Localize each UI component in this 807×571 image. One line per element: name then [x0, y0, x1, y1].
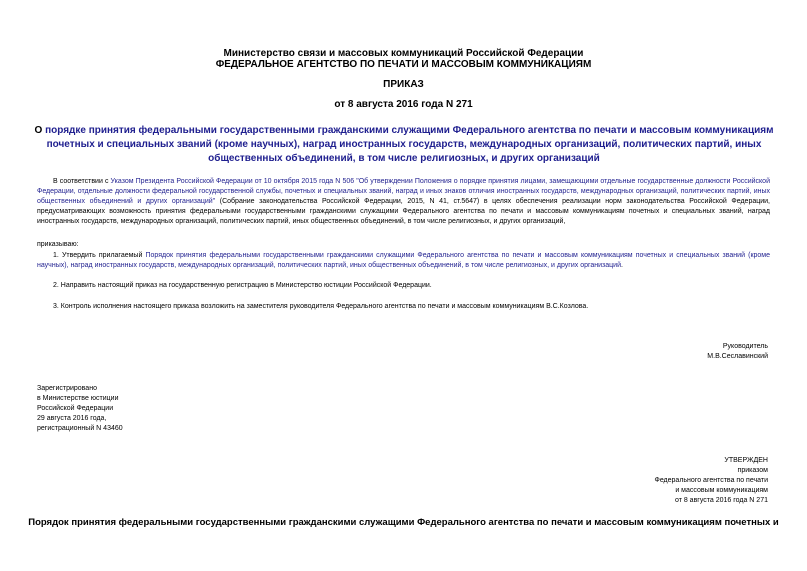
item-1-prefix: 1. Утвердить прилагаемый — [53, 252, 146, 259]
order-item-3: 3. Контроль исполнения настоящего приказа возложить на заместителя руководителя Федерального агентства по печати и массовым коммуникациям В.С.Козлова. — [53, 303, 589, 310]
procedure-link[interactable]: Порядок принятия федеральными государственными гражданскими служащими Федерального агентства по печати и массовым коммуникациям почетных и специальных званий (кроме научных), наград иностранных государств, международных организаций, политических партий, иных общественных объединений, в том числе религиозных, и других организаций — [37, 252, 770, 269]
registration-line-4: 29 августа 2016 года, — [37, 415, 107, 422]
registration-block — [37, 384, 237, 434]
order-item-2: 2. Направить настоящий приказ на государственную регистрацию в Министерство юстиции Российской Федерации. — [53, 282, 432, 289]
preamble-paragraph — [37, 177, 770, 227]
item-1-suffix: . — [621, 262, 623, 269]
registration-line-2: в Министерстве юстиции — [37, 395, 119, 402]
signature-role: Руководитель — [722, 343, 768, 350]
agency-name: ФЕДЕРАЛЬНОЕ АГЕНТСТВО ПО ПЕЧАТИ И МАССОВЫМ КОММУНИКАЦИЯМ — [215, 59, 592, 70]
approval-block — [570, 456, 768, 506]
approved-line-2: приказом — [737, 467, 768, 474]
approved-line-5: от 8 августа 2016 года N 271 — [674, 497, 768, 504]
approved-line-1: УТВЕРЖДЕН — [724, 457, 768, 464]
document-type: ПРИКАЗ — [383, 79, 424, 90]
ministry-name: Министерство связи и массовых коммуникаций Российской Федерации — [223, 48, 584, 59]
procedure-title: Порядок принятия федеральными государственными гражданскими служащими Федерального агентства по печати и массовым коммуникациям почетных и — [28, 517, 779, 528]
preamble-text-2: (Собрание законодательства Российской Федерации, 2015, N 41, ст.5647) в целях обеспечения реализации норм законодательства Российской Федерации, предусматривающих возможность принятия федеральными государственными гражданскими служащими Федерального агентства по печати и массовым коммуникациям почетных и специальных званий, наград иностранных государств, международных организаций, политических партий, иных общественных объединений, в том числе религиозных, и других организаций, — [37, 198, 771, 225]
registration-line-3: Российской Федерации — [37, 405, 114, 412]
approved-line-3: Федерального агентства по печати — [654, 477, 768, 484]
title-prefix: О — [34, 125, 46, 136]
title-link[interactable]: порядке принятия федеральными государственными гражданскими служащими Федерального агентства по печати и массовым коммуникациям почетных и специальных званий (кроме научных), наград иностранных государств, международных организаций, политических партий, иных общественных объединений, в том числе религиозных, и других организаций — [45, 125, 774, 164]
document-date-number: от 8 августа 2016 года N 271 — [334, 99, 473, 110]
signature-name: М.В.Сеславинский — [707, 353, 768, 360]
preamble-text-1: В соответствии с — [53, 178, 111, 185]
orders-label: приказываю: — [37, 241, 79, 248]
decree-link[interactable]: Указом Президента Российской Федерации от 10 октября 2015 года N 506 "Об утверждении Положения о порядке принятия лицами, замещающими отдельные государственные должности Российской Федерации, отдельные должности федеральной государственной службы, почетных и специальных званий, наград и иных знаков отличия иностранных государств, международных организаций, политических партий, иных общественных объединений и других организаций" — [37, 178, 770, 205]
document-title — [30, 124, 778, 166]
registration-line-5: регистрационный N 43460 — [37, 425, 123, 432]
registration-line-1: Зарегистрировано — [37, 385, 97, 392]
order-item-1 — [37, 251, 770, 271]
approved-line-4: и массовым коммуникациям — [675, 487, 768, 494]
